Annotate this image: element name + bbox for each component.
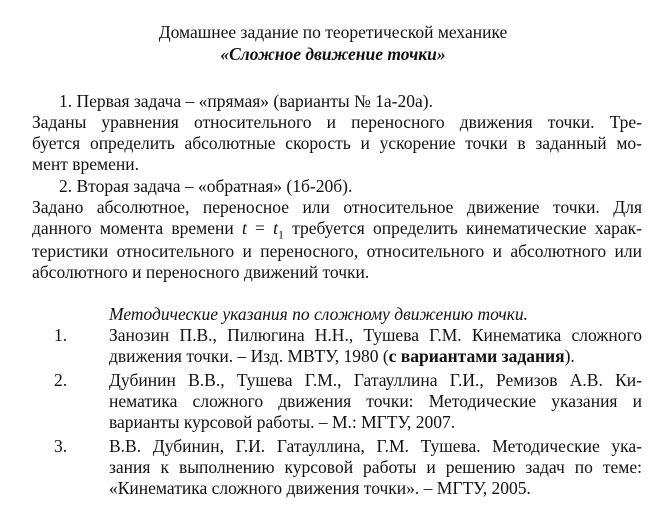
document-subtitle: «Сложное движение точки»: [220, 44, 446, 64]
task1-heading: 1. Первая задача – «прямая» (варианты № 1а-20а).: [59, 91, 433, 111]
reference-3-line-1: В.В. Дубинин, Г.И. Гатауллина, Г.М. Тушева. Методические ука-: [109, 436, 642, 456]
task1-line-3: мент времени.: [32, 154, 139, 174]
task2-line-3: теристики относительного и переносного, относительного и абсолютного или: [32, 241, 642, 261]
formula-subscript: 1: [277, 227, 284, 242]
reference-2-line-3: варианты курсовой работы. – М.: МГТУ, 2007.: [109, 412, 456, 432]
task2-line-4: абсолютного и переносного движений точки.: [32, 262, 370, 282]
task1-line-2: буется определить абсолютные скорость и ускорение точки в заданный мо-: [32, 133, 642, 153]
reference-1-line-2: [109, 346, 575, 367]
reference-number: 3.: [54, 436, 68, 456]
formula-t1: t: [273, 218, 278, 238]
task2-heading: 2. Вторая задача – «обратная» (1б-20б).: [59, 176, 353, 196]
reference-2-line-1: Дубинин В.В., Тушева Г.М., Гатауллина Г.И., Ремизов А.В. Ки-: [109, 370, 642, 390]
document-title: Домашнее задание по теоретической механике: [158, 22, 508, 42]
formula-equals: =: [246, 218, 274, 238]
references-heading: Методические указания по сложному движению точки.: [109, 304, 529, 324]
reference-3-line-3: «Кинематика сложного движения точки». – МГТУ, 2005.: [109, 478, 531, 498]
reference-number: 1.: [54, 325, 68, 345]
formula-t: t: [241, 218, 247, 238]
task2-line-2-end: требуется определить кинематические харак-: [283, 218, 642, 238]
reference-number: 2.: [54, 370, 68, 390]
reference-1-line-2-end: ).: [564, 346, 575, 366]
task2-line-1: Задано абсолютное, переносное или относительное движение точки. Для: [32, 197, 642, 217]
task2-line-2-start: данного момента времени: [32, 218, 242, 238]
reference-1-bold-note: с вариантами задания: [388, 346, 565, 366]
reference-1-line-1: Занозин П.В., Пилюгина Н.Н., Тушева Г.М. Кинематика сложного: [109, 325, 642, 345]
reference-1-line-2-start: движения точки. – Изд. МВТУ, 1980 (: [109, 346, 389, 366]
reference-2-line-2: нематика сложного движения точки: Методические указания и: [109, 391, 642, 411]
reference-3-line-2: зания к выполнению курсовой работы и решению задач по теме:: [109, 457, 642, 477]
task1-line-1: Заданы уравнения относительного и переносного движения точки. Тре-: [32, 112, 642, 132]
